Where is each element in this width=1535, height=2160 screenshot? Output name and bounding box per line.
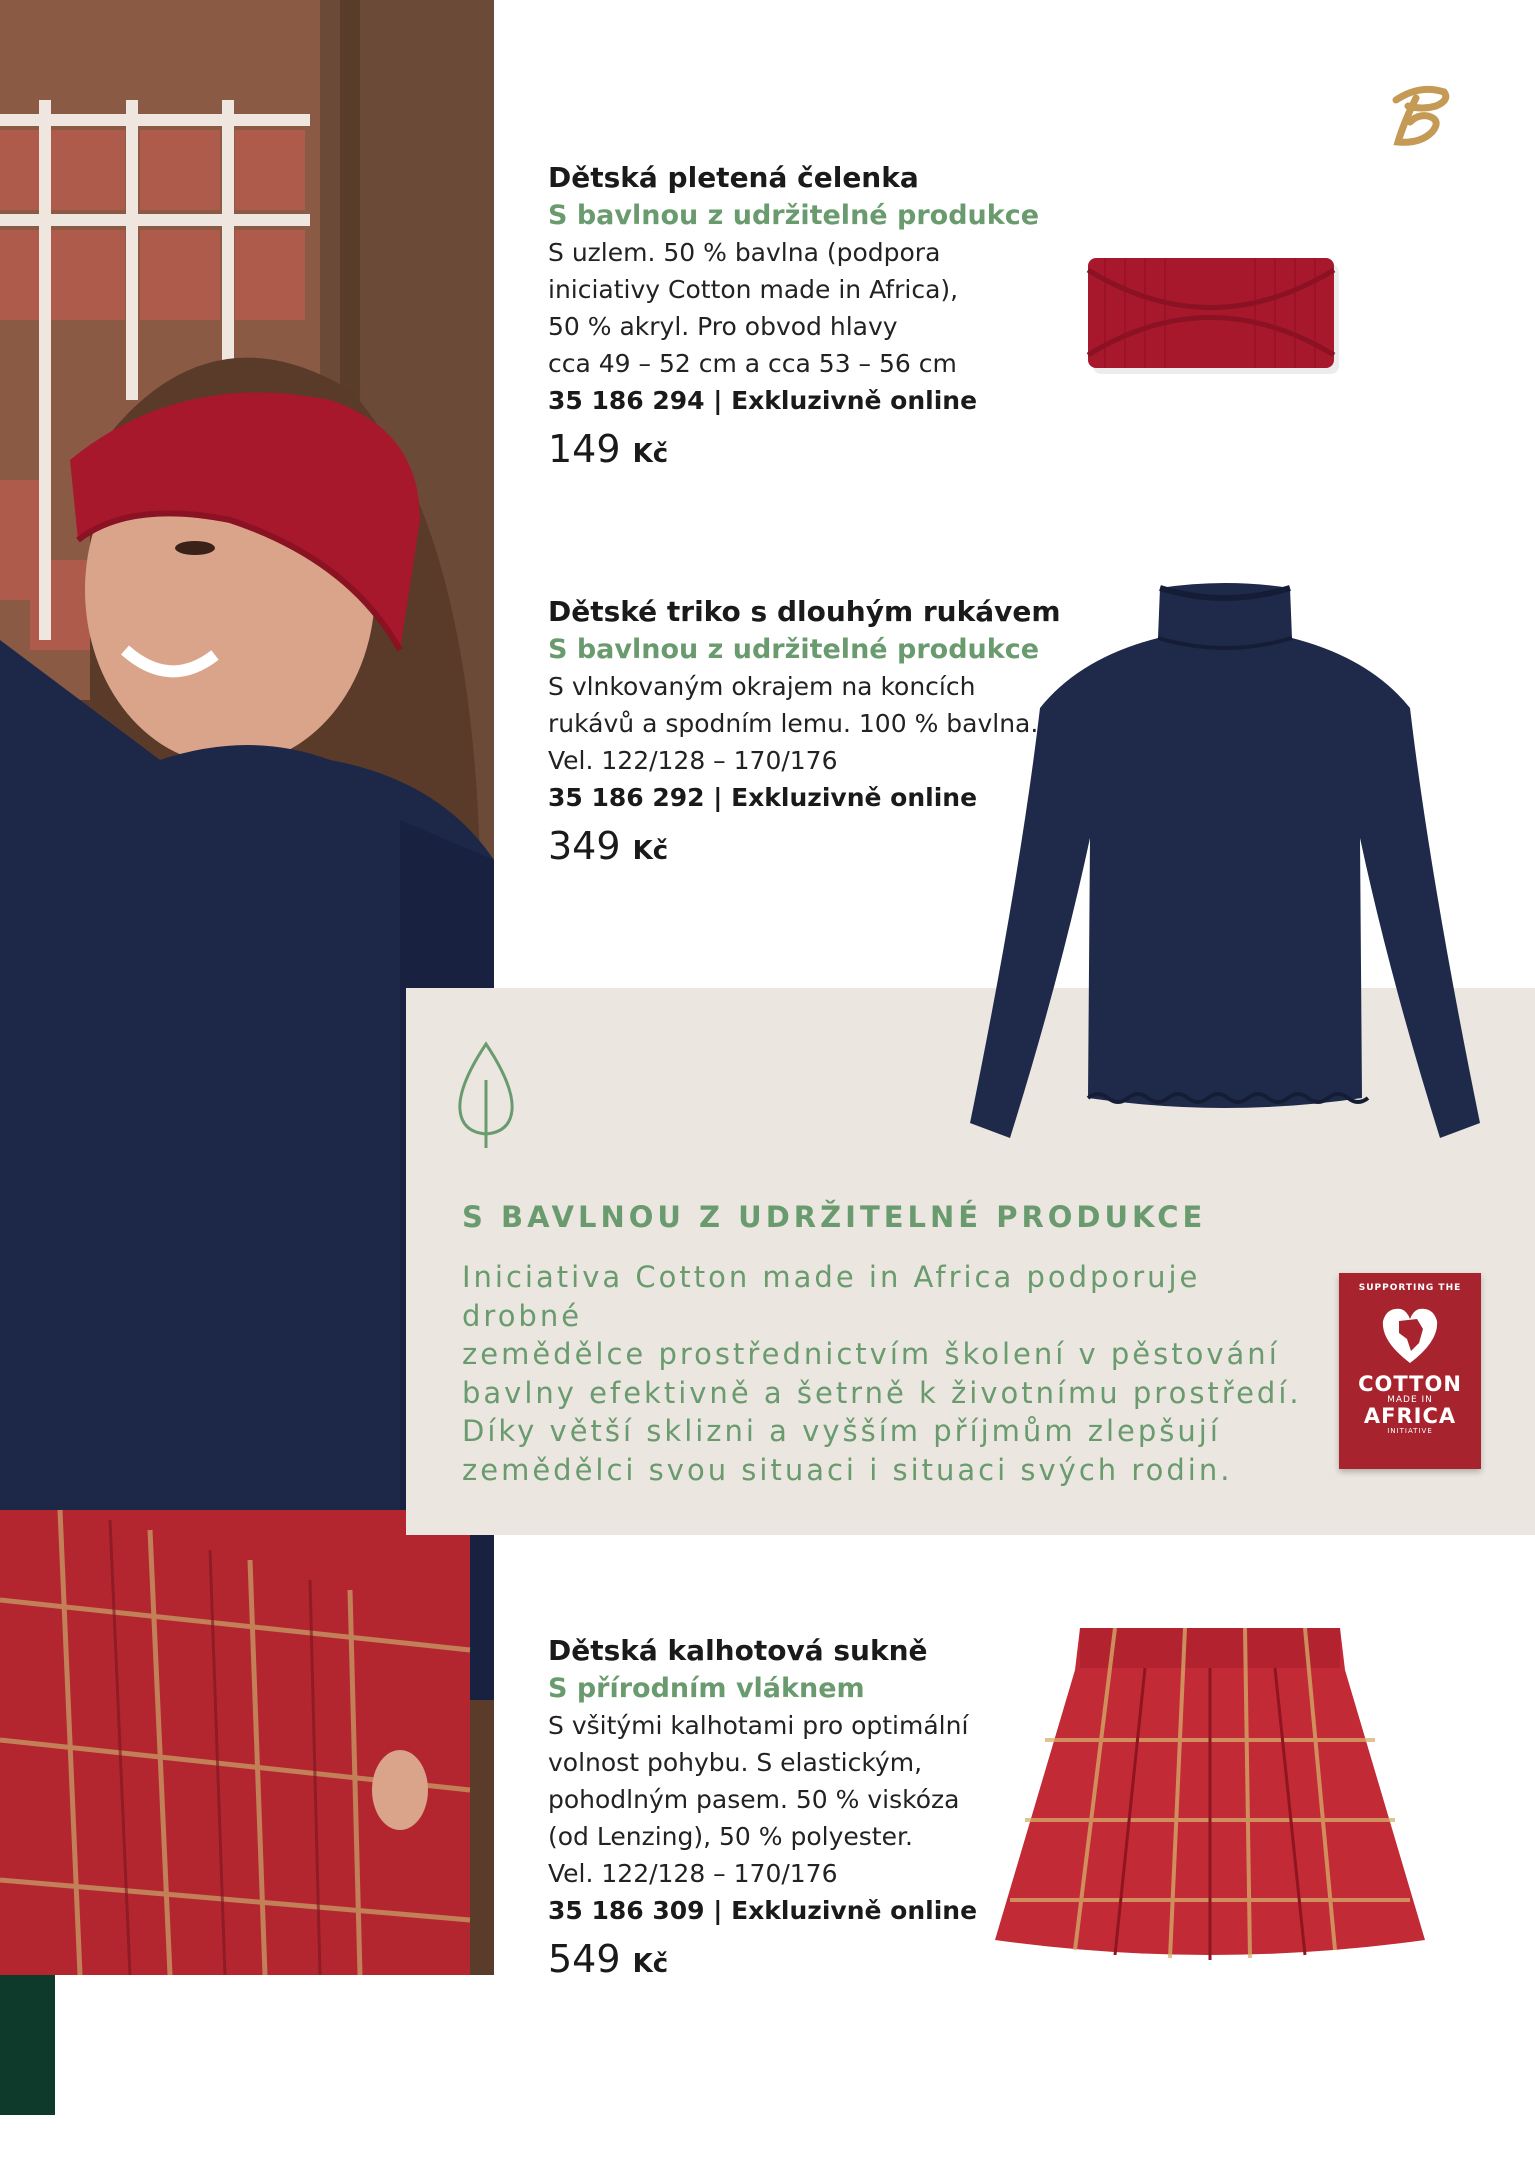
leaf-icon	[456, 1040, 516, 1150]
product-headband	[548, 159, 1068, 480]
price-currency: Kč	[632, 1949, 669, 1979]
price-amount: 349	[548, 824, 621, 868]
product-code: 35 186 309 | Exkluzivně online	[548, 1896, 978, 1925]
product-name: Dětské triko s dlouhým rukávem	[548, 595, 1061, 628]
badge-line: INITIATIVE	[1387, 1427, 1433, 1435]
price-amount: 549	[548, 1937, 621, 1981]
product-code: 35 186 294 | Exkluzivně online	[548, 386, 978, 415]
product-name: Dětská kalhotová sukně	[548, 1634, 928, 1667]
product-name: Dětská pletená čelenka	[548, 161, 919, 194]
product-description: S vlnkovaným okrajem na koncích rukávů a spodním lemu. 100 % bavlna. Vel. 122/128 – 170/176	[548, 672, 1039, 775]
tchibo-logo-icon	[1386, 78, 1452, 150]
badge-line: SUPPORTING THE	[1358, 1283, 1462, 1293]
price-currency: Kč	[632, 836, 669, 866]
product-description: S všitými kalhotami pro optimální volnost pohybu. S elastickým, pohodlným pasem. 50 % viskóza (od Lenzing), 50 % polyester. Vel. 122/128 – 170/176	[548, 1711, 969, 1888]
product-price	[548, 423, 1068, 480]
africa-map-icon	[1375, 1299, 1445, 1369]
product-code: 35 186 292 | Exkluzivně online	[548, 783, 978, 812]
cotton-made-in-africa-badge	[1339, 1273, 1481, 1469]
info-title: S BAVLNOU Z UDRŽITELNÉ PRODUKCE	[462, 1200, 1207, 1234]
headband-product-image	[1085, 250, 1345, 385]
badge-line: COTTON	[1358, 1372, 1462, 1396]
badge-line: MADE IN	[1387, 1395, 1433, 1405]
product-tag: S bavlnou z udržitelné produkce	[548, 634, 1040, 665]
badge-line: AFRICA	[1363, 1404, 1457, 1428]
price-currency: Kč	[632, 439, 669, 469]
product-tag: S přírodním vláknem	[548, 1673, 865, 1704]
decorative-strip	[0, 1975, 55, 2115]
skirt-product-image	[985, 1620, 1435, 1970]
top-product-image	[960, 578, 1490, 1148]
price-amount: 149	[548, 427, 621, 471]
info-text: Iniciativa Cotton made in Africa podporuje drobné zemědělce prostřednictvím školení v pěstování bavlny efektivně a šetrně k životnímu prostředí. Díky větší sklizni a vyšším příjmům zlepšují zemědělci svou situaci i situaci svých rodin.	[462, 1260, 1302, 1487]
product-description: S uzlem. 50 % bavlna (podpora iniciativy Cotton made in Africa), 50 % akryl. Pro obvod hlavy cca 49 – 52 cm a cca 53 – 56 cm	[548, 238, 959, 378]
product-tag: S bavlnou z udržitelné produkce	[548, 200, 1040, 231]
